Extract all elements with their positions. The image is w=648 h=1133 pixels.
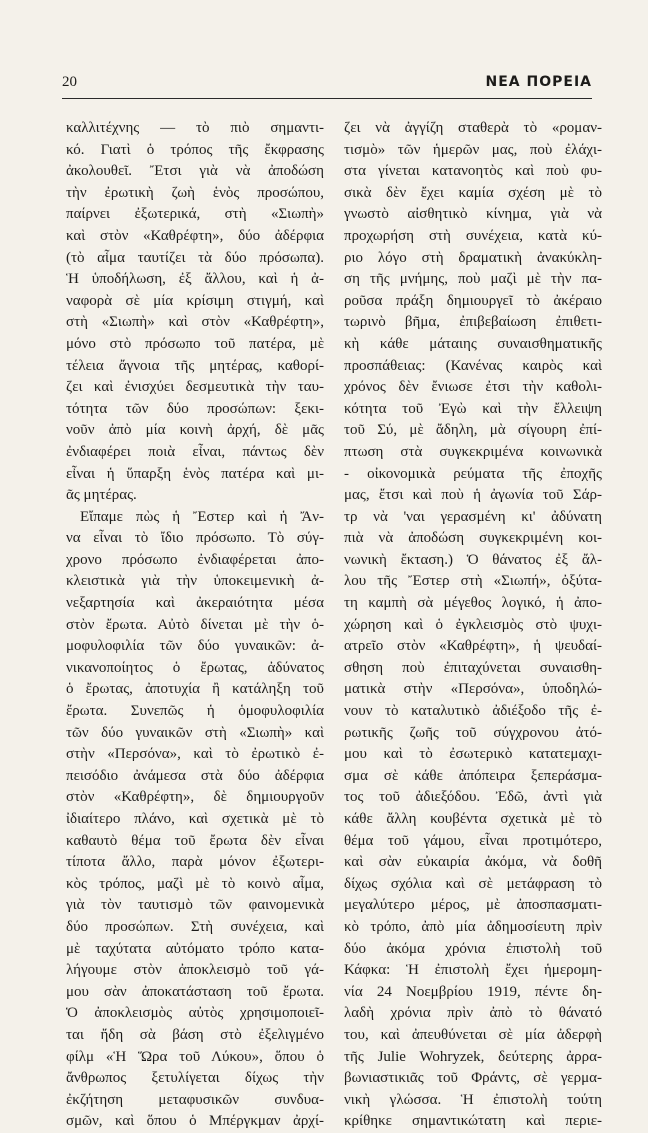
text-line: χρονο πρόσωπο ἐνδιαφέρεται ἀπο- [66,551,324,568]
text-line: τος τοῦ ἀδιεξόδου. Ἐδῶ, ἀντὶ γιὰ [344,789,602,806]
text-line: κὸ τρόπο, ἀπὸ μία ἀδημοσίευτη πρὶν [344,918,602,935]
text-line: κότητα τοῦ Ἐγὼ καὶ τὴν ἔλλειψη [344,400,602,417]
text-line: ροῦσα πράξη δημιουργεῖ τὸ ἀκέραιο [344,292,602,309]
header-rule [62,98,592,99]
text-line: τέλεια ἄγνοια τῆς μητέρας, καθορί- [66,357,324,374]
text-line: ματικὰ στὴν «Περσόνα», ὑποδηλώ- [344,681,602,698]
text-line: (τὸ αἷμα ταυτίζει τὰ δύο πρόσωπα). [66,249,324,266]
text-line: ατρεῖο στὸν «Καθρέφτη», ἡ ψευδαί- [344,638,602,655]
text-line: γνωστὸ αἰσθητικὸ κίνημα, γιὰ νὰ [344,206,602,223]
text-line: φίλμ «Ἡ Ὥρα τοῦ Λύκου», ὅπου ὁ [66,1048,324,1065]
text-line: κὴ κάθε μάταιης συναισθηματικῆς [344,335,602,352]
text-line: μοφυλοφιλία τῶν δύο γυναικῶν: ἀ- [66,638,324,655]
text-line: τῆς Julie Wohryzek, δεύτερης ἀρρα- [344,1048,602,1065]
text-line: προσπάθειας: (Κανένας καιρὸς καὶ [344,357,602,374]
text-line: ἄνθρωπος ξετυλίγεται δίχως τὴν [66,1070,324,1087]
text-line: σθηση ποὺ ἐπιταχύνεται συναισθη- [344,659,602,676]
text-line: να εἶναι τὸ ἴδιο πρόσωπο. Τὸ σύγ- [66,530,324,547]
text-line: δύο προσώπων. Στὴ συνέχεια, καὶ [66,918,324,935]
text-line: κό. Γιατὶ ὁ τρόπος τῆς ἔκφρασης [66,141,324,158]
text-line: πτωση στὰ συγκεκριμένα κοινωνικὰ [344,443,602,460]
text-line: κὸς τρόπος, μαζὶ μὲ τὸ κοινὸ αἷμα, [66,875,324,892]
text-line: τρ νὰ 'ναι γερασμένη κι' ἀδύνατη [344,508,602,525]
text-line: ἰδιαίτερο πλάνο, καὶ σχετικὰ μὲ τὸ [66,811,324,827]
text-line: Κάφκα: Ἡ ἐπιστολὴ ἔχει ἡμερομη- [344,962,602,979]
text-line: λήγουμε στὸν ἀποκλεισμὸ τοῦ γά- [66,962,324,979]
text-line: δίχως σχόλια καὶ σὲ μετάφραση τὸ [344,875,602,892]
text-line: ρωτικῆς ζωῆς τοῦ σύγχρονου ἀτό- [344,724,602,741]
text-line: τὴν ἐρωτικὴ ζωὴ ἑνὸς προσώπου, [66,184,324,201]
text-line: μου σὰν ἀποκατάσταση τοῦ ἔρωτα. [66,983,324,1000]
text-line: χώρηση καὶ ὁ ἐγκλεισμὸς στὸ ψυχι- [344,616,602,633]
text-line: στὸν ἔρωτα. Αὐτὸ δίνεται μὲ τὴν ὁ- [66,616,324,633]
text-line: γιὰ τὸν ταυτισμὸ τῶν φαινομενικὰ [66,897,324,914]
text-line: τίποτα ἄλλο, παρὰ μόνον ἐξωτερι- [66,854,324,871]
text-line: ἀκολουθεῖ. Ἔτσι γιὰ νὰ ἀποδώση [66,163,324,180]
text-line: ζει νὰ ἀγγίζη σταθερὰ τὸ «ρομαν- [344,120,602,136]
text-line: στὸν «Καθρέφτη», δὲ δημιουργοῦν [66,789,324,806]
text-line: τη καμπὴ σὰ μέγεθος λογικό, ἡ ἀπο- [344,595,602,612]
right-text-column [344,118,602,1133]
text-line: ναφορὰ σὲ μία κρίσιμη στιγμή, καὶ [66,292,324,309]
text-line: μας, ἔτσι καὶ ποὺ ἡ ἀγωνία τοῦ Σάρ- [344,487,602,504]
running-title: ΝΕΑ ΠΟΡΕΙΑ [485,74,592,90]
text-line: τισμὸ» τῶν ἡμερῶν μας, ποὺ ἐλάχι- [344,141,602,158]
text-line: ἐκζήτηση μεταφυσικῶν συνδυα- [66,1091,324,1108]
text-line: βωνιαστικιᾶς τοῦ Φράντς, σὲ γερμα- [344,1070,602,1087]
text-line: νία 24 Νοεμβρίου 1919, πέντε δη- [344,983,602,1000]
text-line: του, καὶ ἀπευθύνεται σὲ μία ἀδερφὴ [344,1026,602,1043]
text-line: καθαυτὸ θέμα τοῦ ἔρωτα δὲν εἶναι [66,832,324,849]
text-line: τοῦ Σύ, μὲ ἄδηλη, μὰ σίγουρη ἐπί- [344,422,602,439]
text-line: μόνο στὸ πρόσωπο τοῦ πατέρα, μὲ [66,335,324,352]
text-line: σικὰ δὲν ἔχει καμία σχέση μὲ τὸ [344,184,602,201]
text-line: νεξαρτησία καὶ ἀκεραιότητα μέσα [66,595,324,612]
text-line: καὶ στὸν «Καθρέφτη», δύο ἀδέρφια [66,227,324,244]
text-line: στὴν «Περσόνα», καὶ τὸ ἐρωτικὸ ἐ- [66,746,324,763]
text-line: ὁ ἔρωτας, ἀποτυχία ἢ κατάληξη τοῦ [66,681,324,698]
text-line: μου καὶ τὸ ἐσωτερικὸ κατατεμαχι- [344,746,602,763]
text-line: Εἴπαμε πὼς ἡ Ἔστερ καὶ ἡ Ἄν- [80,508,324,525]
text-line: νικὴ γλώσσα. Ἡ ἐπιστολὴ τούτη [344,1091,602,1108]
text-line: στὴ «Σιωπὴ» καὶ στὸν «Καθρέφτη», [66,314,324,331]
text-line: νοῦν ἀπὸ μία κοινὴ ἀρχή, δὲ μᾶς [66,422,324,439]
text-line: παίρνει ἐξωτερικά, στὴ «Σιωπὴ» [66,206,324,223]
text-line: νουν τὸ καταλυτικὸ ἀδιέξοδο τῆς ἐ- [344,703,602,720]
text-line: ριο λόγο στὴ δραματικὴ ἀνακύκλη- [344,249,602,266]
text-line: μὲ ταχύτατα αὐτόματο τρόπο κατα- [66,940,324,957]
text-line: ᾶς μητέρας. [66,487,137,504]
text-line: λαδὴ χρόνια πρὶν ἀπὸ τὸ θάνατό [344,1005,602,1022]
text-line: νικανοποίητος ὁ ἔρωτας, ἀδύνατος [66,659,324,676]
text-line: καλλιτέχνης — τὸ πιὸ σημαντι- [66,120,324,136]
text-line: κρίθηκε σημαντικώτατη καὶ περιε- [344,1113,602,1130]
text-line: σμα σὲ κάθε ἀπόπειρα ξεπεράσμα- [344,767,602,784]
text-line: καὶ σὰν εὐκαιρία ἀκόμα, νὰ δοθῆ [344,854,602,871]
text-line: κλειστικὰ γιὰ τὴν ὑποκειμενικὴ ἀ- [66,573,324,590]
page-header [62,74,592,94]
text-line: προχωρήση στὴ συνέχεια, κατὰ κύ- [344,227,602,244]
text-line: ση τῆς μνήμης, ποὺ μαζὶ μὲ τὴν πα- [344,271,602,288]
left-text-column [66,118,324,1133]
text-line: τωρινὸ βῆμα, ἐπιβεβαίωση ἐπιθετι- [344,314,602,331]
page-number: 20 [62,74,77,90]
text-line: μεγαλύτερο μέρος, μὲ ἀποσπασματι- [344,897,602,914]
text-line: εἶναι ἡ ὕπαρξη ἑνὸς πατέρα καὶ μι- [66,465,324,482]
text-line: - οἰκονομικὰ ρεύματα τῆς ἐποχῆς [344,465,602,482]
text-line: χρόνος δὲν ἔνιωσε ἐτσι τὴν καθολι- [344,379,602,396]
text-line: τῶν δύο γυναικῶν στὴ «Σιωπὴ» καὶ [66,724,324,741]
text-line: σμῶν, καὶ ὅπου ὁ Μπέργκμαν ἀρχί- [66,1113,324,1130]
text-line: τότητα τῶν δύο προσώπων: ξεκι- [66,400,324,417]
text-line: πεισόδιο ἀνάμεσα στὰ δύο ἀδέρφια [66,767,324,784]
text-line: ἔρωτα. Συνεπῶς ἡ ὁμοφυλοφιλία [66,703,324,720]
text-line: ζει καὶ ἐνισχύει δεσμευτικὰ τὴν ταυ- [66,379,324,396]
text-line: ται ἤδη σὰ βάση στὸ ἐξελιγμένο [66,1026,324,1043]
text-line: νωνικὴ ἔκταση.) Ὁ θάνατος ἐξ ἄλ- [344,551,602,568]
text-line: ἐνδιαφέρει ποιὰ εἶναι, πάντως δὲν [66,443,324,460]
text-line: θέμα τοῦ γάμου, εἶναι προτιμότερο, [344,832,602,849]
text-line: κάθε ἄλλη κουβέντα σχετικὰ μὲ τὸ [344,811,602,827]
text-line: Ὁ ἀποκλεισμὸς αὐτὸς χρησιμοποιεῖ- [66,1005,324,1022]
text-line: στα γίνεται κατανοητὸς καὶ ποὺ φυ- [344,163,602,180]
text-line: Ἡ ὑποδήλωση, ἐξ ἄλλου, καὶ ἡ ἀ- [66,271,324,288]
text-line: πιὰ νὰ ἀποδώση συγκεκριμένη κοι- [344,530,602,547]
text-line: λου τῆς Ἔστερ στὴ «Σιωπή», ὀξύτα- [344,573,602,590]
text-line: δύο ἀκόμα χρόνια ἐπιστολὴ τοῦ [344,940,602,957]
